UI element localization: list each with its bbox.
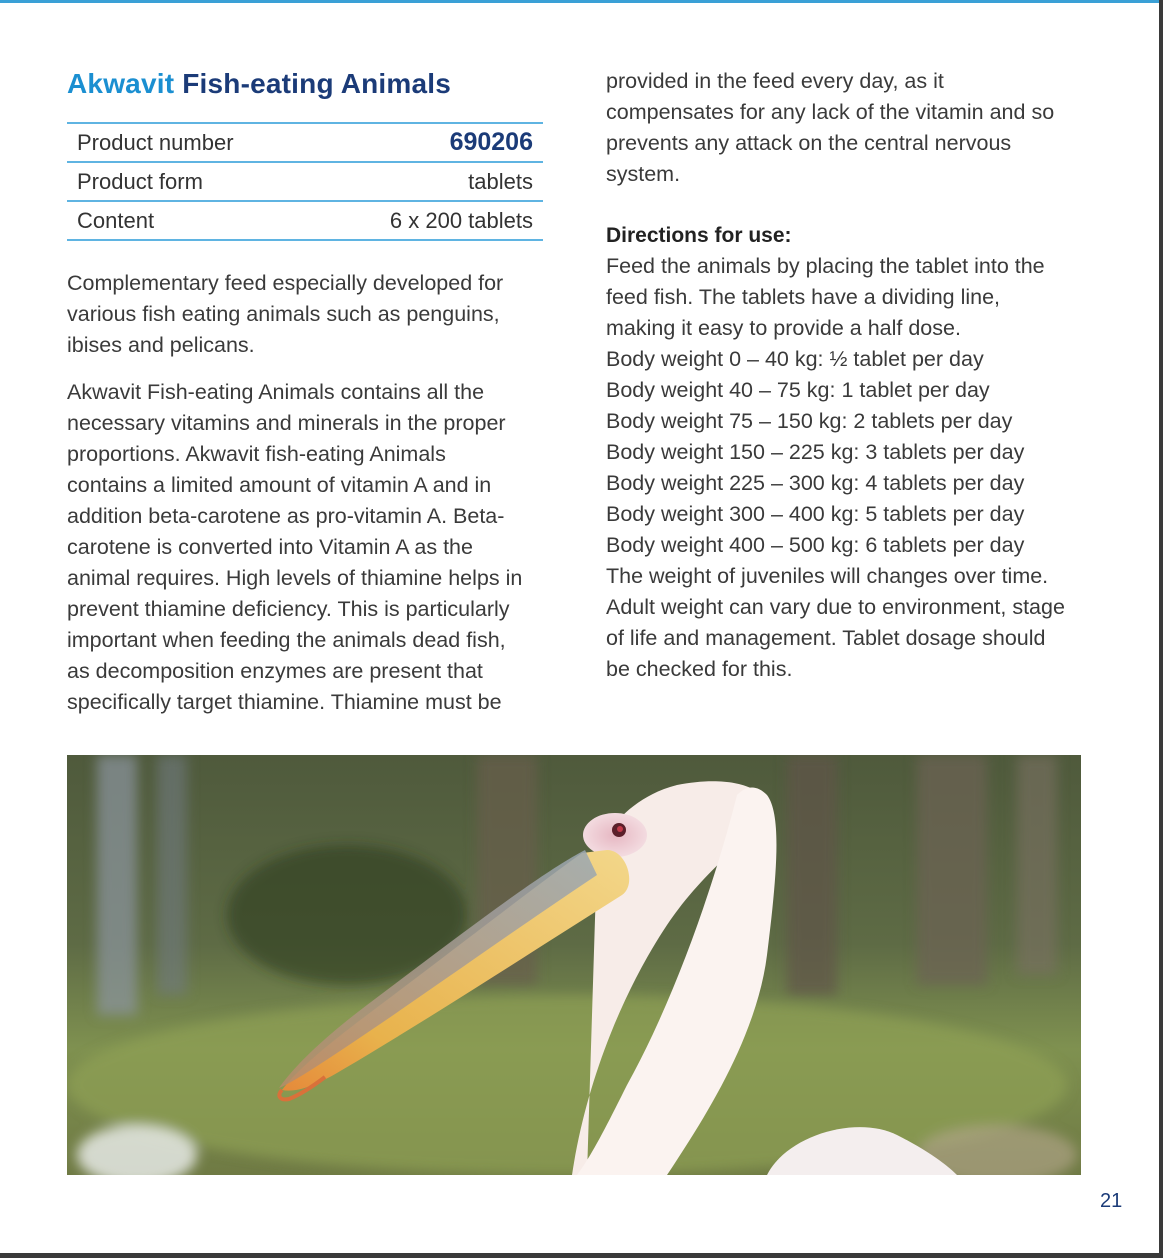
text-line: prevents any attack on the central nervous bbox=[606, 131, 1012, 155]
directions-line: Feed the animals by placing the tablet into the bbox=[606, 254, 1045, 278]
text-line: compensates for any lack of the vitamin and so bbox=[606, 100, 1055, 124]
table-row bbox=[67, 162, 543, 201]
directions-line: feed fish. The tablets have a dividing line, bbox=[606, 285, 1001, 309]
description-paragraph bbox=[67, 377, 547, 718]
text-line: animal requires. High levels of thiamine helps in bbox=[67, 566, 523, 590]
directions-line: Body weight 300 – 400 kg: 5 tablets per day bbox=[606, 502, 1025, 526]
top-rule bbox=[0, 0, 1163, 3]
pelican-photo bbox=[67, 755, 1081, 1175]
page-edge-bottom bbox=[0, 1253, 1163, 1258]
product-form-value: tablets bbox=[314, 162, 543, 201]
content-value: 6 x 200 tablets bbox=[314, 201, 543, 240]
product-info-table bbox=[67, 122, 543, 241]
table-row bbox=[67, 201, 543, 240]
product-form-label: Product form bbox=[67, 162, 314, 201]
text-line: proportions. Akwavit fish-eating Animals bbox=[67, 442, 446, 466]
page-number: 21 bbox=[1100, 1190, 1123, 1212]
directions-text bbox=[606, 251, 1106, 685]
text-line: as decomposition enzymes are present that bbox=[67, 659, 483, 683]
text-line: carotene is converted into Vitamin A as the bbox=[67, 535, 473, 559]
text-line: Akwavit Fish-eating Animals contains all the bbox=[67, 380, 485, 404]
text-line: specifically target thiamine. Thiamine must be bbox=[67, 690, 502, 714]
product-number-value: 690206 bbox=[314, 123, 543, 162]
directions-line: of life and management. Tablet dosage should bbox=[606, 626, 1046, 650]
directions-line: Body weight 150 – 225 kg: 3 tablets per day bbox=[606, 440, 1025, 464]
product-number-label: Product number bbox=[67, 123, 314, 162]
directions-line: Body weight 40 – 75 kg: 1 tablet per day bbox=[606, 378, 990, 402]
title-brand: Akwavit bbox=[67, 68, 175, 99]
directions-line: Body weight 75 – 150 kg: 2 tablets per day bbox=[606, 409, 1013, 433]
directions-line: Body weight 225 – 300 kg: 4 tablets per day bbox=[606, 471, 1025, 495]
text-line: important when feeding the animals dead fish, bbox=[67, 628, 506, 652]
text-line: contains a limited amount of vitamin A and in bbox=[67, 473, 492, 497]
text-line: provided in the feed every day, as it bbox=[606, 69, 944, 93]
directions-line: Body weight 0 – 40 kg: ½ tablet per day bbox=[606, 347, 984, 371]
directions-line: be checked for this. bbox=[606, 657, 793, 681]
text-line: addition beta-carotene as pro-vitamin A. Beta- bbox=[67, 504, 505, 528]
text-line: prevent thiamine deficiency. This is particularly bbox=[67, 597, 510, 621]
table-row bbox=[67, 123, 543, 162]
directions-line: Adult weight can vary due to environment, stage bbox=[606, 595, 1065, 619]
directions-line: Body weight 400 – 500 kg: 6 tablets per day bbox=[606, 533, 1025, 557]
directions-heading: Directions for use: bbox=[606, 224, 792, 247]
page-title bbox=[67, 66, 547, 102]
text-line: system. bbox=[606, 162, 681, 186]
continuation-paragraph bbox=[606, 66, 1106, 190]
page-edge-right bbox=[1159, 0, 1163, 1258]
left-column bbox=[67, 66, 547, 718]
text-line: necessary vitamins and minerals in the proper bbox=[67, 411, 506, 435]
directions-line: The weight of juveniles will changes over time. bbox=[606, 564, 1049, 588]
directions-line: making it easy to provide a half dose. bbox=[606, 316, 961, 340]
intro-paragraph: Complementary feed especially developed for various fish eating animals such as penguins, ibises and pelicans. bbox=[67, 271, 504, 357]
content-label: Content bbox=[67, 201, 314, 240]
right-column bbox=[606, 66, 1106, 685]
title-product-name: Fish-eating Animals bbox=[182, 68, 452, 99]
